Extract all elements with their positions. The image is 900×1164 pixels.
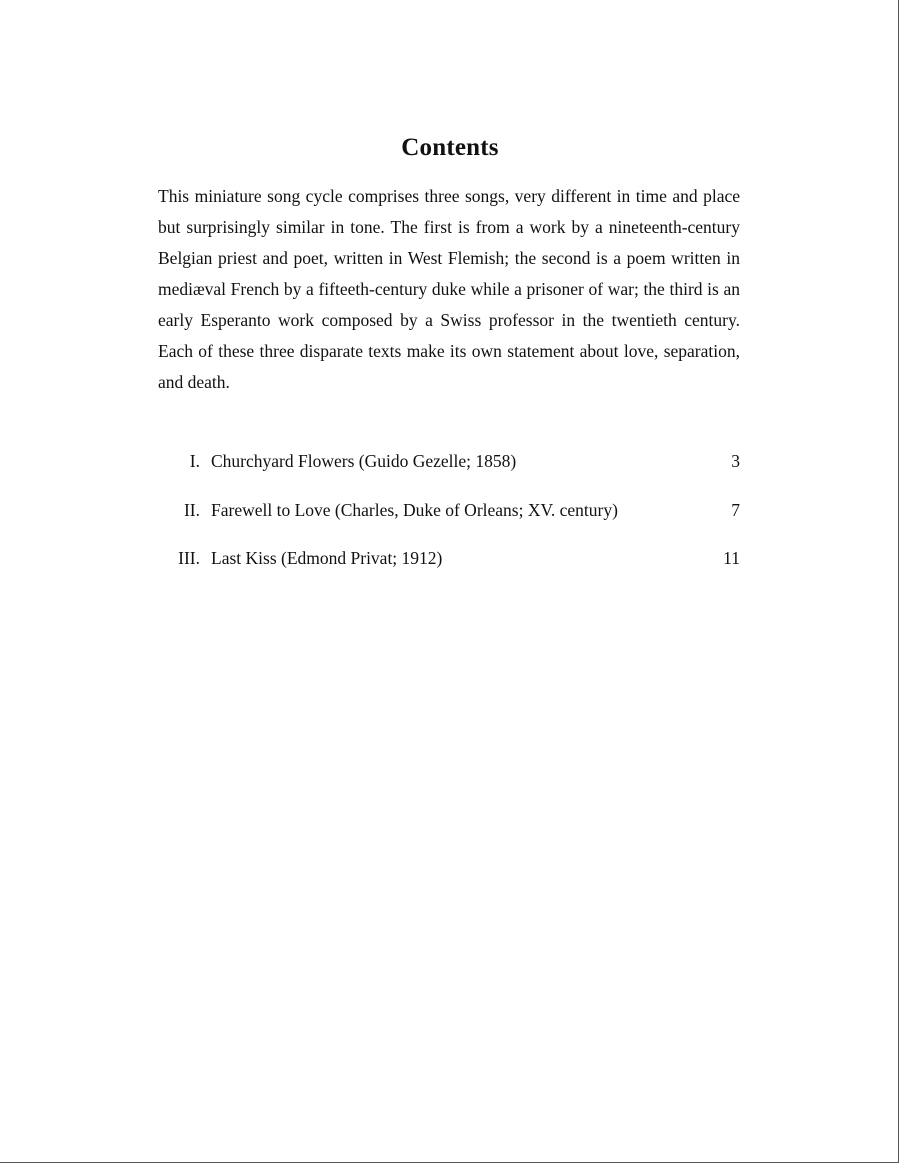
toc-entry-number: II. (183, 499, 200, 520)
intro-paragraph: This miniature song cycle comprises three songs, very different in time and place but surprisingly similar in tone. The first is from a work by a nineteenth-century Belgian priest and poet, written in West Flemish; the second is a poem written in mediæval French by a fifteeth-century duke while a prisoner of war; the third is an early Esperanto work composed by a Swiss professor in the twentieth century. Each of these three disparate texts make its own statement about love, separation, and death. (158, 186, 740, 392)
page-title: Contents (401, 134, 499, 161)
toc-entry-number: III. (178, 548, 200, 568)
toc-entry (158, 543, 740, 592)
toc-entry (158, 446, 740, 495)
table-of-contents (158, 446, 740, 592)
toc-entry-page: 11 (723, 548, 740, 568)
toc-entry-title: Churchyard Flowers (Guido Gezelle; 1858) (211, 451, 517, 471)
toc-entry-page: 7 (731, 499, 740, 520)
toc-entry-number: I. (189, 451, 200, 471)
toc-entry-page: 3 (731, 451, 740, 471)
toc-entry-title: Farewell to Love (Charles, Duke of Orleans; XV. century) (211, 499, 618, 520)
toc-entry-title: Last Kiss (Edmond Privat; 1912) (211, 548, 443, 568)
toc-entry (158, 495, 740, 544)
